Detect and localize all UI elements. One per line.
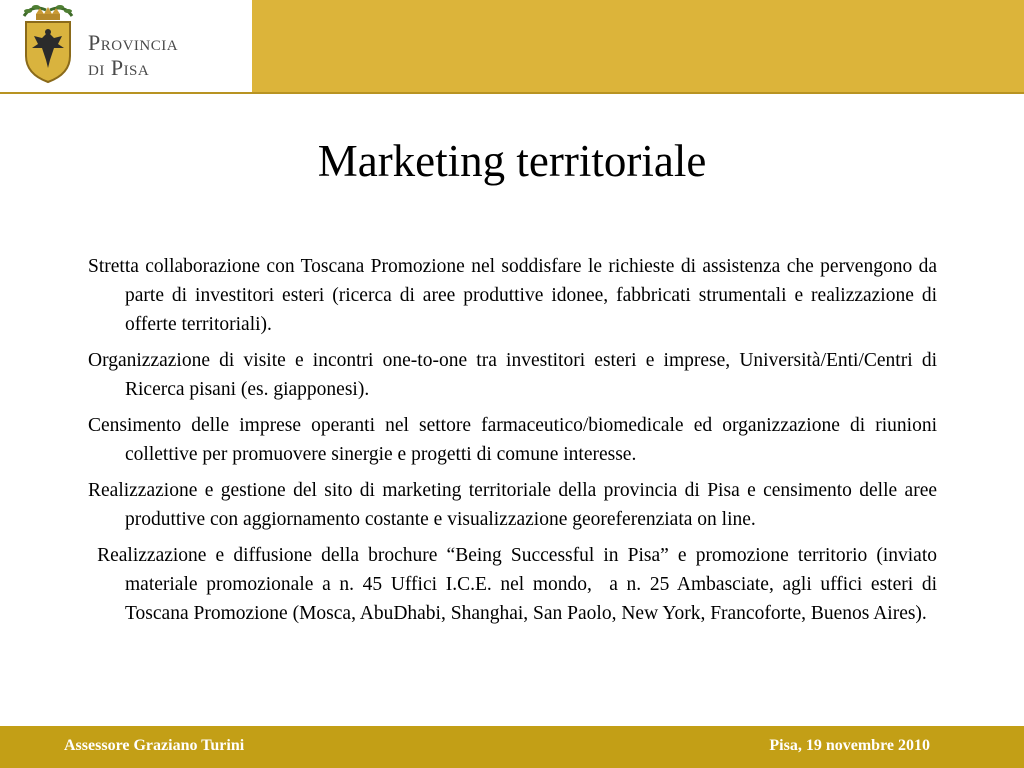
header-gold-band (252, 0, 1024, 93)
organization-name (88, 30, 248, 80)
provincia-crest-logo (18, 2, 78, 86)
slide-footer (0, 726, 1024, 768)
logo-area (0, 0, 252, 93)
org-name-line1: Provincia (88, 30, 179, 55)
footer-presenter: Assessore Graziano Turini (64, 737, 245, 754)
org-name-line2: di Pisa (88, 55, 150, 80)
slide-title: Marketing territoriale (317, 136, 707, 186)
slide-body (88, 252, 942, 635)
footer-date: Pisa, 19 novembre 2010 (769, 737, 930, 754)
body-paragraph: Organizzazione di visite e incontri one-to-one tra investitori esteri e imprese, Università/Enti/Centri di Ricerca pisani (es. giapponesi). (88, 350, 937, 400)
header-divider (0, 92, 1024, 94)
body-paragraph: Realizzazione e diffusione della brochure “Being Successful in Pisa” e promozione territorio (inviato materiale promozionale a n. 45 Uffici I.C.E. nel mondo, a n. 25 Ambasciate, agli uffici esteri di Toscana Promozione (Mosca, AbuDhabi, Shanghai, San Paolo, New York, Francoforte, Buenos Aires). (88, 545, 942, 624)
body-paragraph: Stretta collaborazione con Toscana Promozione nel soddisfare le richieste di assistenza che pervengono da parte di investitori esteri (ricerca di aree produttive idonee, fabbricati strumentali e realizzazione di offerte territoriali). (88, 256, 937, 335)
body-paragraph: Censimento delle imprese operanti nel settore farmaceutico/biomedicale ed organizzazione di riunioni collettive per promuovere sinergie e progetti di comune interesse. (88, 415, 937, 465)
slide-header (0, 0, 1024, 93)
body-paragraph: Realizzazione e gestione del sito di marketing territoriale della provincia di Pisa e censimento delle aree produttive con aggiornamento costante e visualizzazione georeferenziata on line. (88, 480, 937, 530)
